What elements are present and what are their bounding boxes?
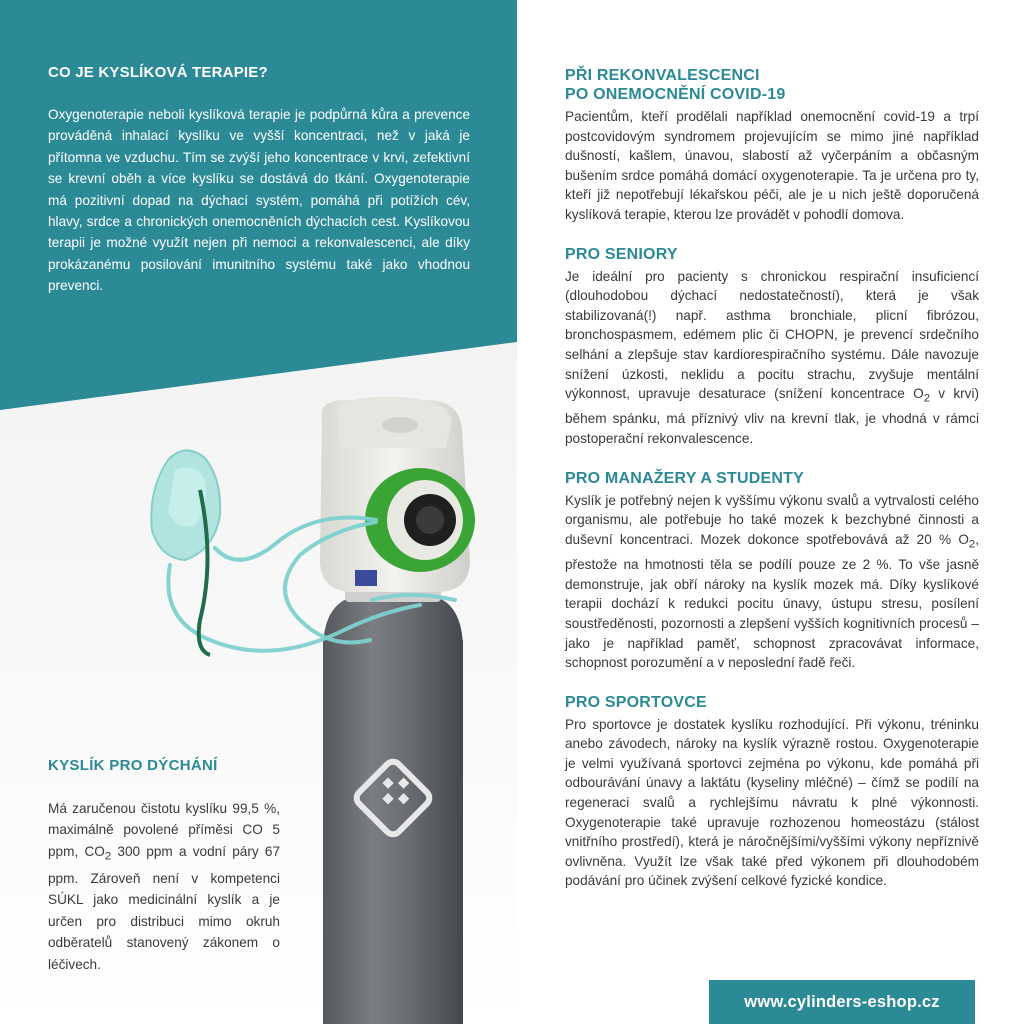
section-athletes [565,693,979,891]
oxygen-cylinder [323,580,463,1024]
regulator-valve [320,397,475,592]
section-body [565,267,979,449]
section-title [565,66,979,104]
subscript: 2 [923,392,930,405]
section-body: Pro sportovce je dostatek kyslíku rozhodující. Při výkonu, tréninku anebo závodech, nároky na kyslík výrazně rostou. Oxygenoterapie je velmi využívaná sportovci zejména po výkonu, kde pomáhá při odbourávání únavy a laktátu (kyseliny mléčné) – čímž se podílí na regeneraci svalů a rychlejšímu návratu k plné výkonnosti. Oxygenoterapie také upravuje rozhozenou homeostázu (stálost vnitřního prostředí), která je náročnějšími/vyššími výkony nepříznivě ovlivněna. Využít lze však také před výkonem při dlouhodobém podávání pro účinek zvýšení celkové fyzické kondice. [565,716,979,889]
oxygen-body-part: Má zaručenou čistotu kyslíku 99,5 %, maximálně povolené příměsi CO 5 ppm, CO [48,801,280,859]
section-body [565,491,979,673]
body-part: , přestože na hmotnosti těla se podílí pouze ze 2 %. To vše jasně demonstruje, jak obří nároky na kyslík mozek má. Díky kyslíkové terapii dochází k redukci pocitu únavy, ústupu stresu, posílení soustředěnosti, pozornosti a zlepšení vyšších kognitivních procesů – jako je například paměť, schopnost zpracovávat informace, schopnost porozumění a v neposlední řadě řeči. [565,531,979,671]
section-covid [565,66,979,225]
subscript: 2 [104,850,112,863]
oxygen-body [48,798,280,975]
body-part: Je ideální pro pacienty s chronickou respirační insuficiencí (dlouhodobou dýchací nedostatečností), která je však stabilizovaná(!) např. asthma bronchiale, plicní fibrózou, bronchospasmem, edémem plic či CHOPN, je prevencí srdečního selhání a zlepšuje stav kardiorespiračního systému. Dále navozuje snížení úzkosti, neklidu a pocitu strachu, zvyšuje mentální výkonnost, upravuje desaturace (snížení koncentrace O [565,268,979,402]
intro-title: CO JE KYSLÍKOVÁ TERAPIE? [48,64,268,81]
title-line: PO ONEMOCNĚNÍ COVID-19 [565,86,786,103]
section-body: Pacientům, kteří prodělali například onemocnění covid-19 a trpí postcovidovým syndromem projevujícím se mimo jiné například dušností, kašlem, únavou, slabostí až vyčerpáním a občasným bušením srdce pomáhá domácí oxygenoterapie. Ta je určena pro ty, kteří již nepotřebují lékařskou péči, ale je u nich ještě doporučená kyslíková terapie, kterou lze provádět v pohodlí domova. [565,109,979,222]
section-seniors [565,245,979,449]
section-title: PRO SPORTOVCE [565,693,707,711]
title-line: PŘI REKONVALESCENCI [565,67,760,84]
website-url-link[interactable]: www.cylinders-eshop.cz [709,980,975,1024]
right-column [565,66,979,891]
section-managers [565,469,979,673]
oxygen-body-part: 300 ppm a vodní páry 67 ppm. Zároveň není v kompetenci SÚKL jako medicinální kyslík a je určen pro distribuci mimo okruh odběratelů stanovený zákonem o léčivech. [48,843,280,972]
body-part: Kyslík je potřebný nejen k vyššímu výkonu svalů a vytrvalosti celého organismu, ale potřebuje ho také mozek k bezchybné činnosti a duševní koncentraci. Mozek dokonce spotřebovává až 20 % O [565,492,979,547]
section-title: PRO SENIORY [565,245,678,263]
section-title: PRO MANAŽERY A STUDENTY [565,469,804,487]
subscript: 2 [968,538,976,551]
intro-body: Oxygenoterapie neboli kyslíková terapie je podpůrná kůra a prevence prováděná inhalací kyslíku ve vyšší koncentraci, než v jaká je přítomna ve vzduchu. Tím se zvýší jeho koncentrace v krvi, zefektivní se krevní oběh a více kyslíku se dostává do tkání. Oxygenoterapie má pozitivní dopad na dýchací systém, pomáhá při potížích cév, hlavy, srdce a chronických onemocněních dýchacích cest. Kyslíkovou terapii je možné využít nejen při nemoci a rekonvalescenci, ale díky prokázanému posilování imunitního systému také jako vhodnou prevenci. [48,107,470,294]
oxygen-title: KYSLÍK PRO DÝCHÁNÍ [48,757,218,774]
body-part: v krvi) během spánku, má příznivý vliv na krevní tlak, je vhodná v rámci postoperační rekonvalescence. [565,386,979,447]
